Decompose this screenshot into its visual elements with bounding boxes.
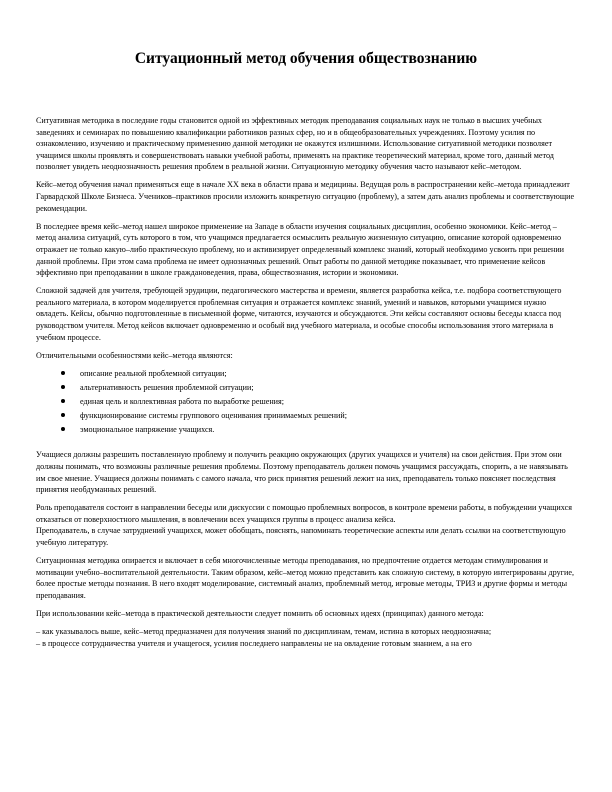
paragraph: Учащиеся должны разрешить поставленную проблему и получить реакцию окружающих (других учащихся и учителя) на свои действия. При этом они должны понимать, что возможны различные решения проблемы. Поэтому преподаватель должен помочь учащимся рассуждать, спорить, а не навязывать им свое мнение. Учащиеся должны понимать с самого начала, что риск принятия решений лежит на них, преподаватель только поясняет последствия принятия необдуманных решений.: [36, 450, 568, 495]
paragraph: – в процессе сотрудничества учителя и учащегося, усилия последнего направлены не на овладение готовым знанием, а на его: [36, 638, 472, 648]
features-list: [36, 368, 576, 436]
list-item: [80, 368, 576, 380]
paragraph: Преподаватель, в случае затруднений учащихся, может обобщать, пояснять, напоминать теоретические аспекты или делать ссылки на соответствующую учебную литературу.: [36, 526, 566, 547]
list-item-text: эмоциональное напряжение учащихся.: [80, 424, 215, 434]
page-title: Ситуационный метод обучения обществознанию: [134, 50, 478, 67]
document-page: [36, 0, 576, 649]
paragraph: – как указывалось выше, кейс–метод предназначен для получения знаний по дисциплинам, темам, истина в которых неоднозначна;: [36, 627, 492, 637]
paragraph: Кейс–метод обучения начал применяться еще в начале ХХ века в области права и медицины. Ведущая роль в распространении кейс–метода принадлежит Гарвардской Школе Бизнеса. Учеников–практиков просили изложить конкретную ситуацию (проблему), а затем дать анализ проблемы и соответствующие рекомендации.: [36, 180, 575, 213]
bullet-icon: [61, 385, 65, 389]
paragraph: Роль преподавателя состоит в направлении беседы или дискуссии с помощью проблемных вопросов, в контроле времени работы, в побуждении учащихся отказаться от поверхностного мышления, в вовлечении всех учащихся группы в процесс анализа кейса.: [36, 503, 572, 524]
list-item: [80, 424, 576, 436]
bullet-icon: [61, 427, 65, 431]
paragraph: В последнее время кейс–метод нашел широкое применение на Западе в области изучения социальных дисциплин, особенно экономики. Кейс–метод – метод анализа ситуаций, суть которого в том, что учащимся предлагается осмыслить реальную жизненную ситуацию, описание которой одновременно отражает не только какую–либо практическую проблему, но и активизирует определенный комплекс знаний, который необходимо усвоить при решении данной проблемы. При этом сама проблема не имеет однозначных решений. Опыт работы по данной методике показывает, что применение кейсов эффективно при преподавании в школе граждановедения, права, обществознания, истории и экономики.: [36, 221, 565, 278]
paragraph: Ситуативная методика в последние годы становится одной из эффективных методик преподавания социальных наук не только в высших учебных заведениях и семинарах по повышению квалификации работников разных сфер, но и в общеобразовательных учреждениях. Поэтому усилия по ознакомлению, изучению и практическому применению данной методики не окажутся излишними. Использование ситуативной методики позволяет учащимся школы проявлять и совершенствовать навыки учебной работы, применять на практике теоретический материал, кроме того, данный метод позволяет увидеть неоднозначность решения проблем в реальной жизни. Ситуационную методику обучения часто называют кейс–методом.: [36, 116, 554, 172]
list-item-text: единая цель и коллективная работа по выработке решения;: [80, 396, 285, 406]
paragraph: Ситуационная методика опирается и включает в себя многочисленные методы преподавания, но предпочтение отдается методам стимулирования и мотивации учебно–воспитательной деятельности. Таким образом, кейс–метод можно представить как сложную систему, в которую интегрированы другие, более простые методы познания. В него входят моделирование, системный анализ, проблемный метод, игровые методы, ТРИЗ и другие формы и методы преподавания.: [36, 556, 574, 600]
list-item-text: описание реальной проблемной ситуации;: [80, 368, 227, 378]
paragraph: При использовании кейс–метода в практической деятельности следует помнить об основных идеях (принципах) данного метода:: [36, 608, 484, 618]
list-item: [80, 382, 576, 394]
document-body: [36, 115, 576, 649]
paragraph: Сложной задачей для учителя, требующей эрудиции, педагогического мастерства и времени, является разработка кейса, т.е. подбора соответствующего реального материала, в котором моделируется проблемная ситуация и отражается комплекс знаний, умений и навыков, которыми учащимся нужно овладеть. Кейсы, обычно подготовленные в письменной форме, читаются, изучаются и обсуждаются. Эти кейсы составляют основы беседы класса под руководством учителя. Метод кейсов включает одновременно и особый вид учебного материала, и особые способы использования этого материала в учебном процессе.: [36, 286, 562, 342]
bullet-icon: [61, 399, 65, 403]
list-item: [80, 396, 576, 408]
list-item-text: функционирование системы группового оценивания принимаемых решений;: [80, 410, 347, 420]
bullet-icon: [61, 371, 65, 375]
list-item-text: альтернативность решения проблемной ситуации;: [80, 382, 254, 392]
bullet-icon: [61, 413, 65, 417]
paragraph: Отличительными особенностями кейс–метода являются:: [36, 350, 233, 360]
list-item: [80, 410, 576, 422]
